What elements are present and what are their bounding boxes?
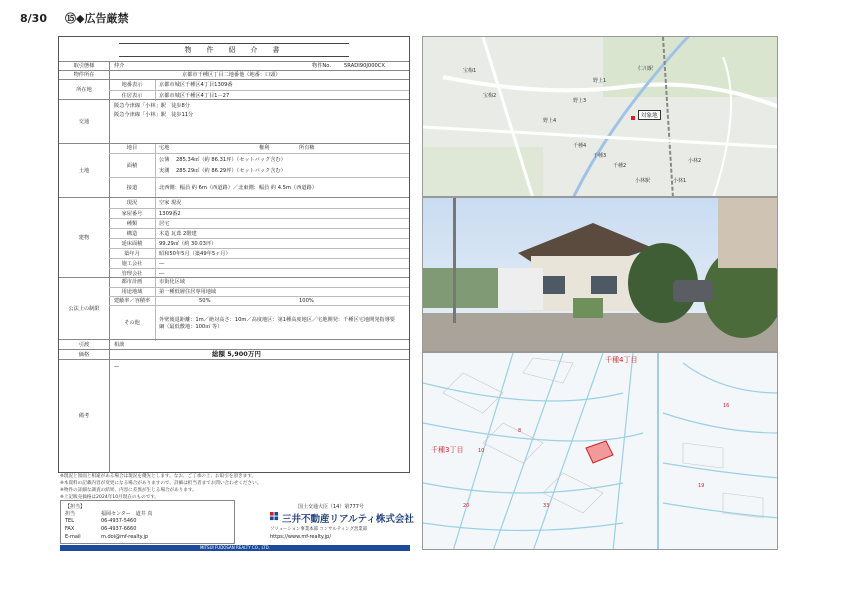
company-department: ソリューション事業本部 コンサルティング営業部 — [270, 527, 368, 532]
building-item-key: 現況 — [109, 198, 156, 208]
residence-value: 京都市城区千種区4丁目1－27 — [159, 92, 230, 99]
plot-label: 10 — [478, 448, 485, 454]
building-item-key: 築年月 — [109, 249, 156, 259]
land-area-actual — [159, 166, 286, 176]
row-address — [59, 79, 409, 100]
page-header-title: ⑮◆広告厳禁 — [64, 12, 129, 25]
subject-marker-icon — [631, 116, 635, 120]
land-right-label: 権利 — [259, 145, 270, 152]
legal-item-key: その他 — [109, 306, 156, 341]
building-item-value: 空家 現況 — [159, 199, 182, 206]
email-value[interactable]: m.doi@mf-realty.jp — [101, 534, 149, 540]
contact-person-value: 福岡センター 道井 真 — [101, 511, 153, 517]
area-register-value: 285.34㎡（約 86.31坪）（セットバック含む） — [176, 156, 286, 163]
building-item-key: 延床面積 — [109, 239, 156, 249]
handover-label: 引渡 — [59, 340, 110, 350]
plot-label: 千種4丁目 — [605, 356, 638, 364]
legal-item-key: 建蔽率／容積率 — [109, 297, 156, 306]
building-item-value: 99.29㎡（約 30.03坪） — [159, 240, 217, 247]
sheet-title: 物 件 紹 介 書 — [119, 43, 349, 57]
license-number: 国土交通大臣（14）第777号 — [298, 504, 364, 510]
area-register-key: 公簿 — [159, 156, 170, 163]
map-label: 小林駅 — [635, 178, 651, 184]
map-label: 小林2 — [688, 158, 702, 164]
remarks-label: 備考 — [59, 360, 110, 473]
lot-number-value: 京都市城区千種区4丁目1309番 — [159, 81, 233, 88]
price-label: 価格 — [59, 350, 110, 360]
footnote-line: ※物件の詳細な調査の結果、内容に差異が生じる場合があります。 — [60, 488, 197, 493]
traffic-line-2: 阪急今津線「小林」駅 徒歩11分 — [114, 111, 194, 118]
traffic-label: 交通 — [59, 100, 110, 144]
plot-label: 8 — [518, 428, 522, 434]
row-traffic — [59, 99, 409, 144]
company-name: 三井不動産リアルティ株式会社 — [282, 514, 414, 525]
tel-value[interactable]: 06-4937-5460 — [101, 518, 137, 524]
land-label: 土地 — [59, 144, 110, 198]
contact-person-key: 担当 — [65, 511, 76, 517]
location-value: 京都市千種区丁目二地番他（地番：口頭） — [182, 72, 281, 79]
plot-map-graphic — [423, 353, 778, 550]
building-item-key: 種類 — [109, 219, 156, 229]
bottom-bar: MITSUI FUDOSAN REALTY CO., LTD. — [60, 545, 410, 551]
plot-label: 19 — [698, 483, 705, 489]
page-number: 8/30 — [20, 12, 47, 25]
legal-item — [109, 305, 409, 341]
land-area-register — [159, 155, 286, 165]
plot-label: 20 — [463, 503, 470, 509]
map-label: 千種4 — [573, 143, 587, 149]
footnote-line: ※現況と図面と相違がある場合は現況を優先とします。なお、ご了承の上、お取引を頂きます。 — [60, 474, 257, 479]
property-id-value: 5RADI90J000CX — [344, 63, 385, 70]
building-item-value: ― — [159, 260, 165, 267]
page-header — [20, 10, 128, 26]
footnote-line: ※本資料の記載内容が変更になる場合がありますので、詳細は担当者までお問い合わせください。 — [60, 481, 262, 486]
email-key: E-mail — [65, 534, 81, 540]
fax-value: 06-4937-6660 — [101, 526, 137, 532]
price-value: 総額 5,900万円 — [212, 350, 261, 359]
plot-label: 千種3丁目 — [431, 446, 464, 454]
building-item — [109, 198, 409, 208]
row-remarks — [59, 359, 409, 473]
transaction-type-value: 仲介 — [114, 63, 125, 70]
map-label: 宝梅2 — [483, 93, 497, 99]
property-sheet — [58, 36, 410, 473]
map-label: 野上4 — [543, 118, 557, 124]
legal-item-key: 用途地域 — [109, 288, 156, 297]
legal-item-value: 第一種低層住居専用地域 — [159, 289, 217, 296]
tel-key: TEL — [65, 518, 74, 524]
contact-box — [60, 500, 235, 544]
legal-item-value: 市街化区域 — [159, 279, 185, 286]
remarks-value: ― — [114, 363, 120, 370]
row-building — [59, 197, 409, 278]
land-area-label: 面積 — [109, 154, 156, 178]
property-id-label: 物件No. — [312, 63, 331, 70]
land-category-label: 地目 — [109, 144, 156, 153]
building-item-key: 管理会社 — [109, 269, 156, 279]
footnotes — [60, 473, 408, 501]
legal-item — [109, 278, 409, 287]
building-item-value: ― — [159, 270, 165, 277]
plot-label: 33 — [543, 503, 550, 509]
building-item-key: 構造 — [109, 229, 156, 239]
address-label: 所在地 — [59, 80, 110, 100]
building-label: 建物 — [59, 198, 110, 278]
company-block — [270, 503, 414, 545]
traffic-line-1: 阪急今津線「小林」駅 徒歩8分 — [114, 102, 190, 109]
building-item-value: 1309番2 — [159, 210, 181, 217]
map-label: 千種2 — [613, 163, 627, 169]
land-right-value: 所有権 — [299, 145, 315, 152]
company-logo-icon — [270, 512, 279, 521]
area-actual-value: 285.29㎡（約 86.29坪）（セットバック含む） — [176, 167, 286, 174]
road-value: 北西側：幅員 約 6m（西道路）／北東側：幅員 約 4.5m（西道路） — [159, 185, 317, 192]
location-label: 物件所在 — [59, 71, 110, 80]
legal-item-key: 都市計画 — [109, 278, 156, 287]
plot-map — [422, 352, 778, 550]
map-label: 野上1 — [593, 78, 607, 84]
building-item-key: 施工会社 — [109, 259, 156, 269]
lot-number-label: 地番表示 — [109, 80, 156, 90]
area-actual-key: 実測 — [159, 167, 170, 174]
floor-area-ratio: 100% — [299, 298, 314, 305]
area-map-graphic — [423, 37, 778, 197]
building-item-value: 木造 瓦葺 2階建 — [159, 230, 197, 237]
coverage-ratio: 50% — [199, 298, 211, 305]
building-item-value: 居宅 — [159, 220, 170, 227]
building-item-value: 昭和50年5月（築49年5ヶ月） — [159, 250, 231, 257]
map-label: 千種3 — [593, 153, 607, 159]
residence-label: 住居表示 — [109, 91, 156, 101]
building-item-key: 家屋番号 — [109, 209, 156, 219]
row-land — [59, 143, 409, 198]
house-photo-image — [423, 198, 778, 352]
road-label: 接道 — [109, 178, 156, 199]
map-label: 仁川駅 — [638, 66, 654, 72]
land-category-value: 宅地 — [159, 145, 170, 152]
legal-item-value: 外壁後退距離：1m／絶対高さ：10m／高度地区：第1種高度地区／宅地開発：千種区宅地開発指導要綱（最低敷地：100㎡ 等） — [159, 317, 395, 330]
map-label: 野上3 — [573, 98, 587, 104]
fax-key: FAX — [65, 526, 75, 532]
subject-marker-label: 対象地 — [638, 110, 661, 120]
contact-heading: 【担当】 — [65, 504, 86, 510]
transaction-type-label: 取引態様 — [59, 62, 110, 71]
footnote-line: ※上記販売価格は2024年10月現在のものです。 — [60, 495, 160, 500]
map-label: 小林1 — [673, 178, 687, 184]
handover-value: 相談 — [114, 341, 125, 348]
area-map — [422, 36, 778, 197]
property-photo — [422, 197, 778, 352]
company-url[interactable]: https://www.mf-realty.jp/ — [270, 534, 332, 540]
legal-label: 公法上の制限 — [59, 278, 110, 340]
row-legal-restrictions — [59, 277, 409, 340]
map-label: 宝梅1 — [463, 68, 477, 74]
plot-label: 16 — [723, 403, 730, 409]
